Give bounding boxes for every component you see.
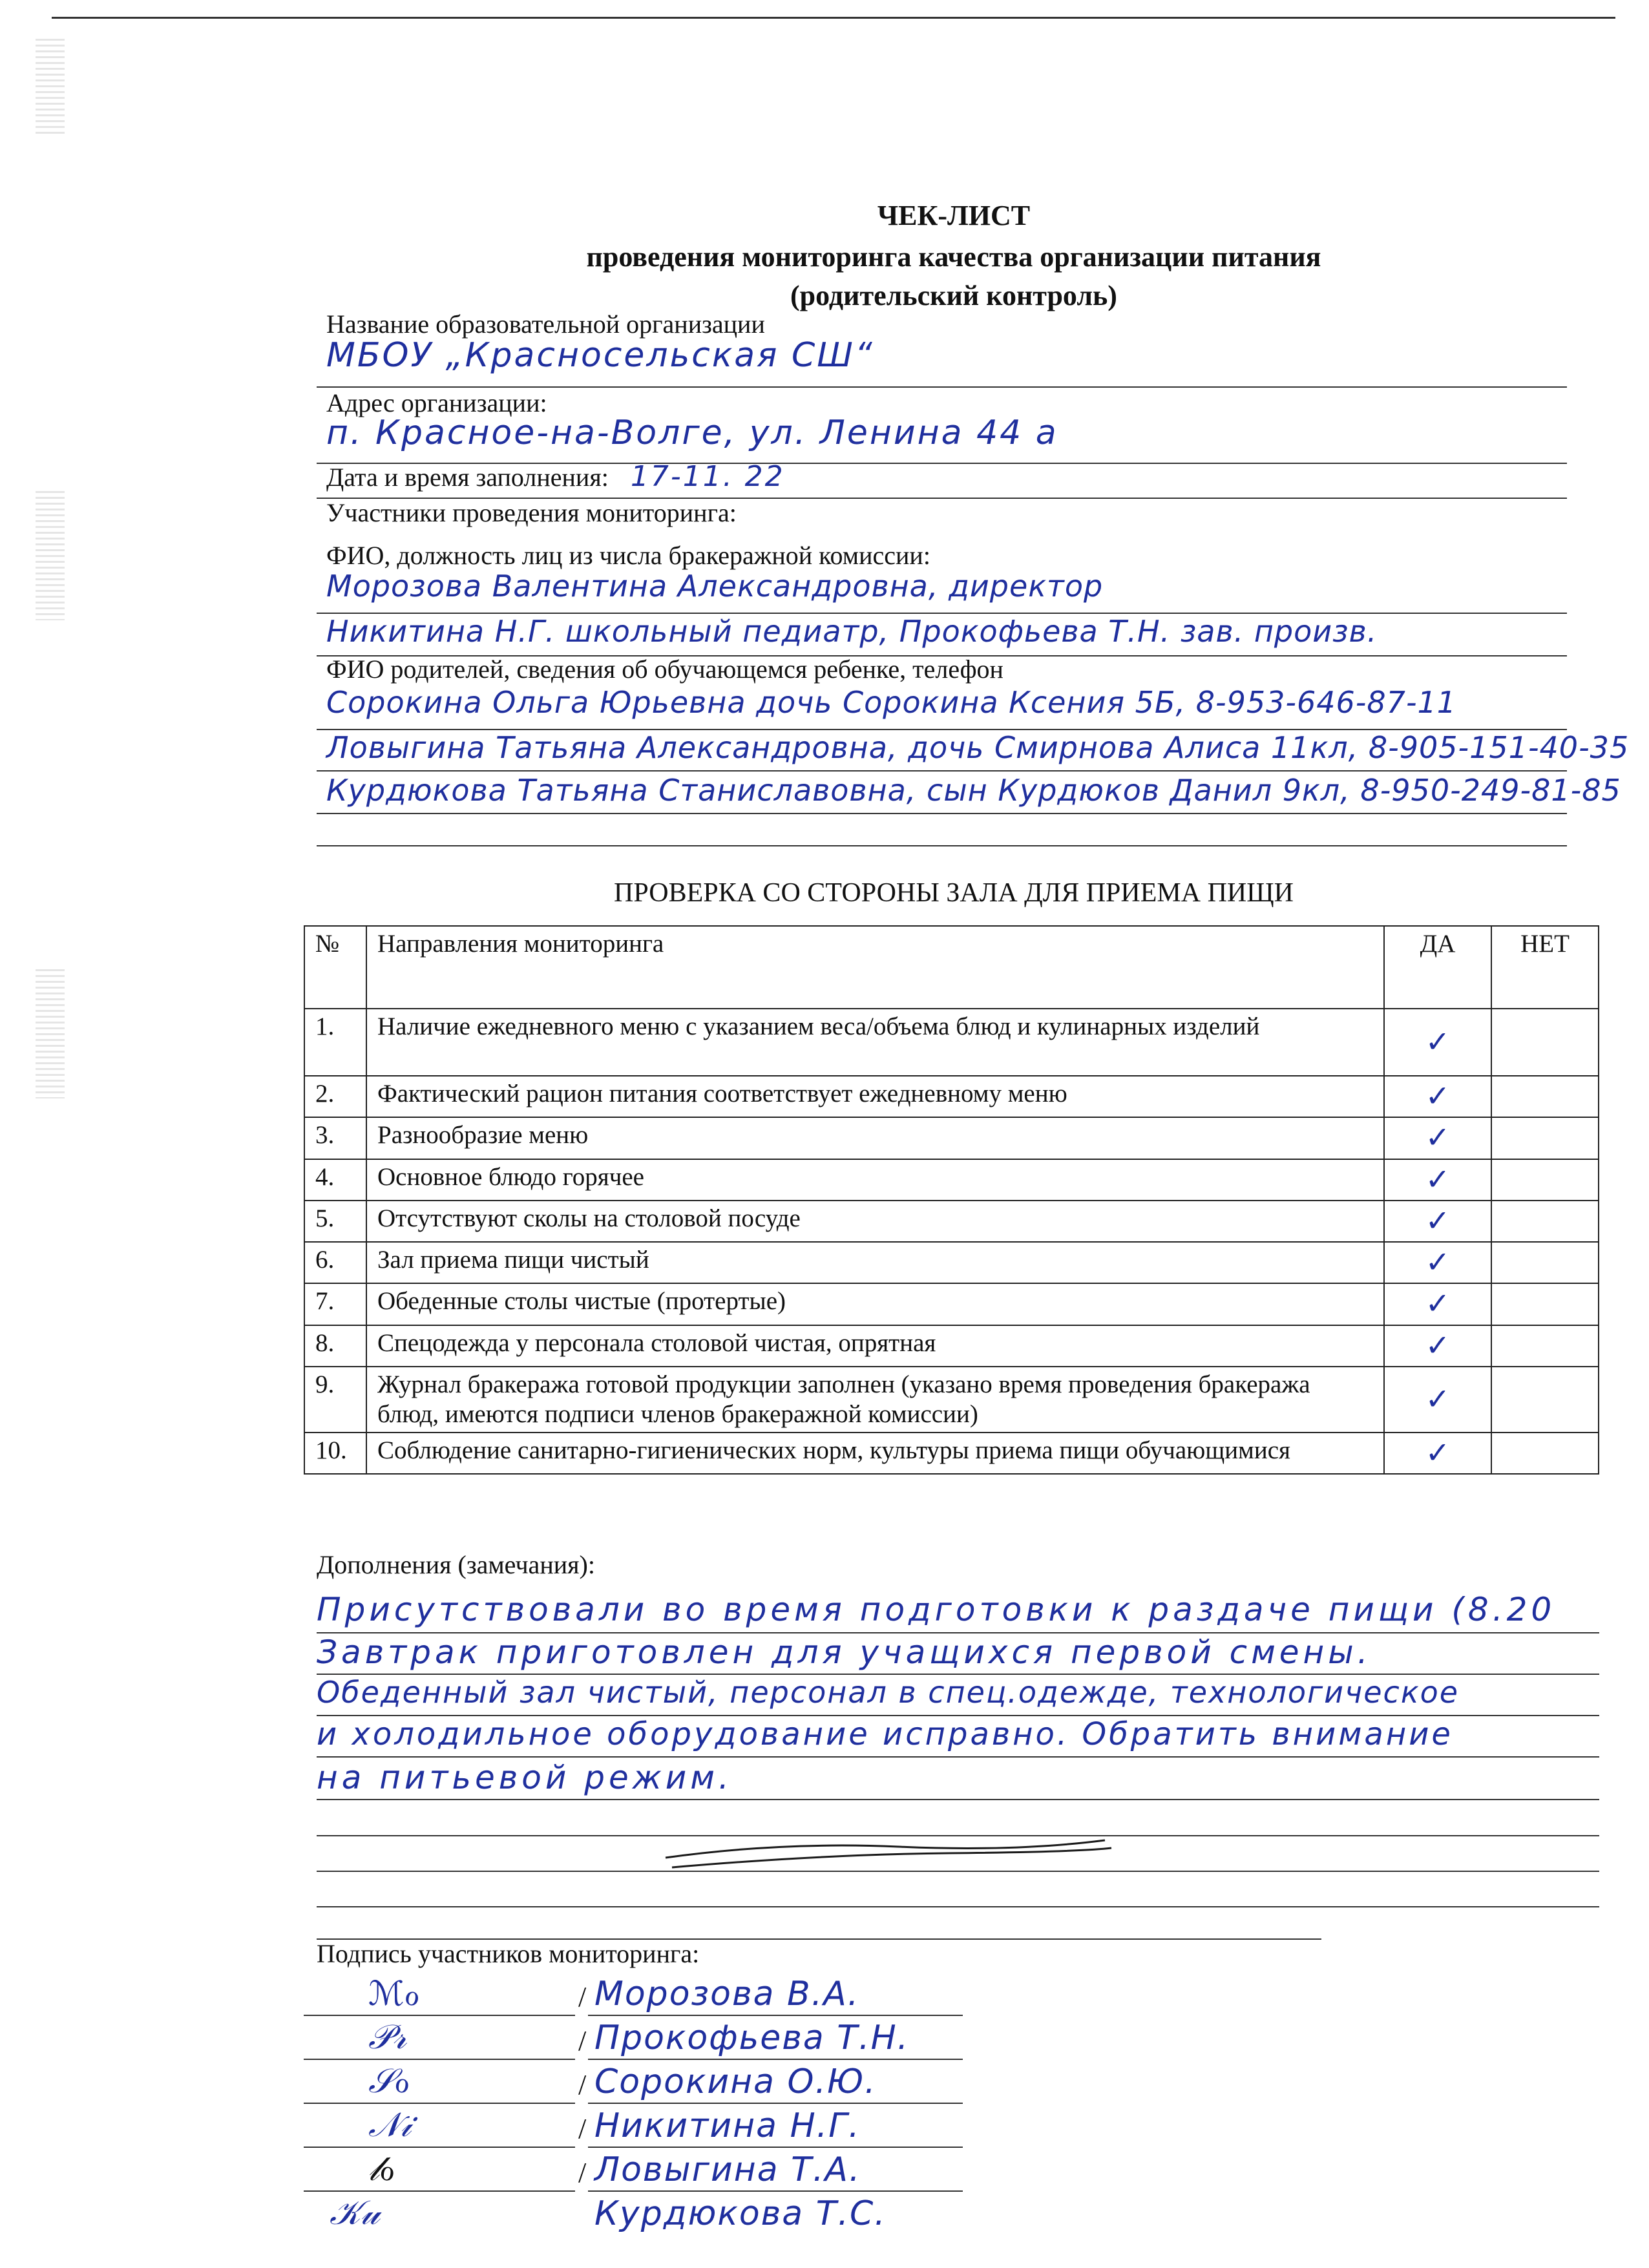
commission-line-2[interactable]: Никитина Н.Г. школьный педиатр, Прокофьева Т.Н. зав. произв. <box>326 614 1378 649</box>
table-row <box>304 1076 1599 1117</box>
commission-label: ФИО, должность лиц из числа бракеражной комиссии: <box>326 541 930 570</box>
row-yes-check[interactable]: ✓ <box>1384 1433 1491 1474</box>
row-num: 4. <box>304 1159 366 1201</box>
separator: / <box>578 2113 587 2145</box>
row-num: 2. <box>304 1076 366 1117</box>
signature-mark-icon: 𝓁ℴ <box>368 2150 395 2189</box>
signature-mark-icon: ℳℴ <box>368 1975 420 2013</box>
commission-line-1[interactable]: Морозова Валентина Александровна, директор <box>326 569 1104 604</box>
row-text: Фактический рацион питания соответствует ежедневному меню <box>366 1076 1384 1117</box>
row-text: Обеденные столы чистые (протертые) <box>366 1283 1384 1325</box>
field-line <box>317 845 1567 846</box>
address-value[interactable]: п. Красное-на-Волге, ул. Ленина 44 а <box>326 414 1058 452</box>
header-num: № <box>304 926 366 1009</box>
row-yes-check[interactable]: ✓ <box>1384 1325 1491 1367</box>
org-name-value[interactable]: МБОУ „Красносельская СШ“ <box>326 336 874 375</box>
signature-mark-icon: 𝒮ℴ <box>368 2062 410 2101</box>
table-header-row <box>304 926 1599 1009</box>
row-no-cell[interactable] <box>1491 1433 1599 1474</box>
row-num: 7. <box>304 1283 366 1325</box>
datetime-value[interactable]: 17-11. 22 <box>630 460 785 493</box>
datetime-label <box>326 460 785 493</box>
notes-line-5[interactable]: на питьевой режим. <box>317 1759 733 1796</box>
field-line <box>317 770 1567 772</box>
doc-subtitle-2: (родительский контроль) <box>790 280 1117 311</box>
field-line <box>317 1906 1599 1907</box>
signature-name[interactable]: Ловыгина Т.А. <box>594 2150 861 2189</box>
org-name-label: Название образовательной организации <box>326 310 765 339</box>
row-text: Основное блюдо горячее <box>366 1159 1384 1201</box>
table-row <box>304 1117 1599 1159</box>
signature-name[interactable]: Прокофьева Т.Н. <box>594 2019 910 2057</box>
signature-name[interactable]: Сорокина О.Ю. <box>594 2063 877 2101</box>
notes-line-1[interactable]: Присутствовали во время подготовки к раздаче пищи (8.20 <box>317 1591 1556 1628</box>
checklist-table <box>304 925 1599 1475</box>
row-text: Наличие ежедневного меню с указанием веса/объема блюд и кулинарных изделий <box>366 1009 1384 1076</box>
header-no: НЕТ <box>1491 926 1599 1009</box>
scan-artifact <box>36 969 65 1098</box>
notes-line-3[interactable]: Обеденный зал чистый, персонал в спец.одежде, технологическое <box>317 1675 1460 1710</box>
row-yes-check[interactable]: ✓ <box>1384 1076 1491 1117</box>
row-text: Отсутствуют сколы на столовой посуде <box>366 1201 1384 1242</box>
header-yes: ДА <box>1384 926 1491 1009</box>
notes-line-2[interactable]: Завтрак приготовлен для учащихся первой смены. <box>317 1633 1372 1671</box>
notes-line-4[interactable]: и холодильное оборудование исправно. Обратить внимание <box>317 1716 1453 1752</box>
field-line <box>317 1756 1599 1758</box>
table-row <box>304 1325 1599 1367</box>
table-row <box>304 1159 1599 1201</box>
row-num: 8. <box>304 1325 366 1367</box>
row-yes-check[interactable]: ✓ <box>1384 1159 1491 1201</box>
field-line <box>317 1799 1599 1800</box>
separator: / <box>578 2069 587 2101</box>
parents-line-3[interactable]: Курдюкова Татьяна Станиславовна, сын Курдюков Данил 9кл, 8-950-249-81-85 <box>326 773 1621 808</box>
signature-name[interactable]: Никитина Н.Г. <box>594 2106 861 2145</box>
row-yes-check[interactable]: ✓ <box>1384 1283 1491 1325</box>
row-num: 6. <box>304 1242 366 1283</box>
table-row <box>304 1009 1599 1076</box>
signature-row <box>304 2060 1014 2104</box>
table-row <box>304 1283 1599 1325</box>
row-text: Спецодежда у персонала столовой чистая, опрятная <box>366 1325 1384 1367</box>
strike-through-scribble <box>653 1829 1118 1887</box>
row-num: 3. <box>304 1117 366 1159</box>
row-num: 9. <box>304 1367 366 1433</box>
row-no-cell[interactable] <box>1491 1009 1599 1076</box>
section-title: ПРОВЕРКА СО СТОРОНЫ ЗАЛА ДЛЯ ПРИЕМА ПИЩИ <box>614 878 1294 908</box>
row-yes-check[interactable]: ✓ <box>1384 1201 1491 1242</box>
row-text: Зал приема пищи чистый <box>366 1242 1384 1283</box>
signature-mark-icon: 𝒦𝓊 <box>330 2194 380 2232</box>
signatures-label: Подпись участников мониторинга: <box>317 1939 700 1968</box>
row-text: Журнал бракеража готовой продукции заполнен (указано время проведения бракеража блюд, имеются подписи членов бракеражной комиссии) <box>366 1367 1384 1433</box>
row-text: Соблюдение санитарно-гигиенических норм, культуры приема пищи обучающимися <box>366 1433 1384 1474</box>
signature-row <box>304 1972 1014 2016</box>
separator: / <box>578 2157 587 2189</box>
notes-label: Дополнения (замечания): <box>317 1550 595 1579</box>
scan-artifact <box>36 491 65 620</box>
table-row <box>304 1367 1599 1433</box>
table-row <box>304 1242 1599 1283</box>
row-no-cell[interactable] <box>1491 1325 1599 1367</box>
signature-name[interactable]: Курдюкова Т.С. <box>594 2194 887 2233</box>
row-yes-check[interactable]: ✓ <box>1384 1009 1491 1076</box>
signature-name[interactable]: Морозова В.А. <box>594 1975 860 2013</box>
top-rule <box>52 17 1615 19</box>
row-yes-check[interactable]: ✓ <box>1384 1117 1491 1159</box>
header-direction: Направления мониторинга <box>366 926 1384 1009</box>
row-no-cell[interactable] <box>1491 1367 1599 1433</box>
row-yes-check[interactable]: ✓ <box>1384 1242 1491 1283</box>
scan-artifact <box>36 39 65 136</box>
row-no-cell[interactable] <box>1491 1117 1599 1159</box>
row-no-cell[interactable] <box>1491 1159 1599 1201</box>
separator: / <box>578 2025 587 2057</box>
signature-row <box>304 2104 1014 2148</box>
signature-mark-icon: 𝒩𝒾 <box>368 2106 412 2145</box>
row-text: Разнообразие меню <box>366 1117 1384 1159</box>
row-no-cell[interactable] <box>1491 1201 1599 1242</box>
row-no-cell[interactable] <box>1491 1076 1599 1117</box>
datetime-label-text: Дата и время заполнения: <box>326 463 609 492</box>
parents-line-1[interactable]: Сорокина Ольга Юрьевна дочь Сорокина Ксения 5Б, 8-953-646-87-11 <box>326 685 1457 720</box>
participants-label: Участники проведения мониторинга: <box>326 498 737 527</box>
signature-row <box>304 2016 1014 2060</box>
field-line <box>317 813 1567 814</box>
row-yes-check[interactable]: ✓ <box>1384 1367 1491 1433</box>
row-no-cell[interactable] <box>1491 1283 1599 1325</box>
table-row <box>304 1201 1599 1242</box>
signature-row <box>304 2148 1014 2192</box>
row-num: 1. <box>304 1009 366 1076</box>
row-num: 5. <box>304 1201 366 1242</box>
signature-mark-icon: 𝒫𝓇 <box>368 2018 407 2057</box>
separator: / <box>578 1981 587 2013</box>
row-num: 10. <box>304 1433 366 1474</box>
row-no-cell[interactable] <box>1491 1242 1599 1283</box>
address-label: Адрес организации: <box>326 388 547 417</box>
signature-row <box>304 2192 1014 2236</box>
parents-label: ФИО родителей, сведения об обучающемся ребенке, телефон <box>326 655 1003 684</box>
doc-subtitle: проведения мониторинга качества организации питания <box>586 241 1321 273</box>
doc-title: ЧЕК-ЛИСТ <box>877 200 1031 231</box>
table-row <box>304 1433 1599 1474</box>
parents-line-2[interactable]: Ловыгина Татьяна Александровна, дочь Смирнова Алиса 11кл, 8-905-151-40-35 <box>326 730 1630 765</box>
